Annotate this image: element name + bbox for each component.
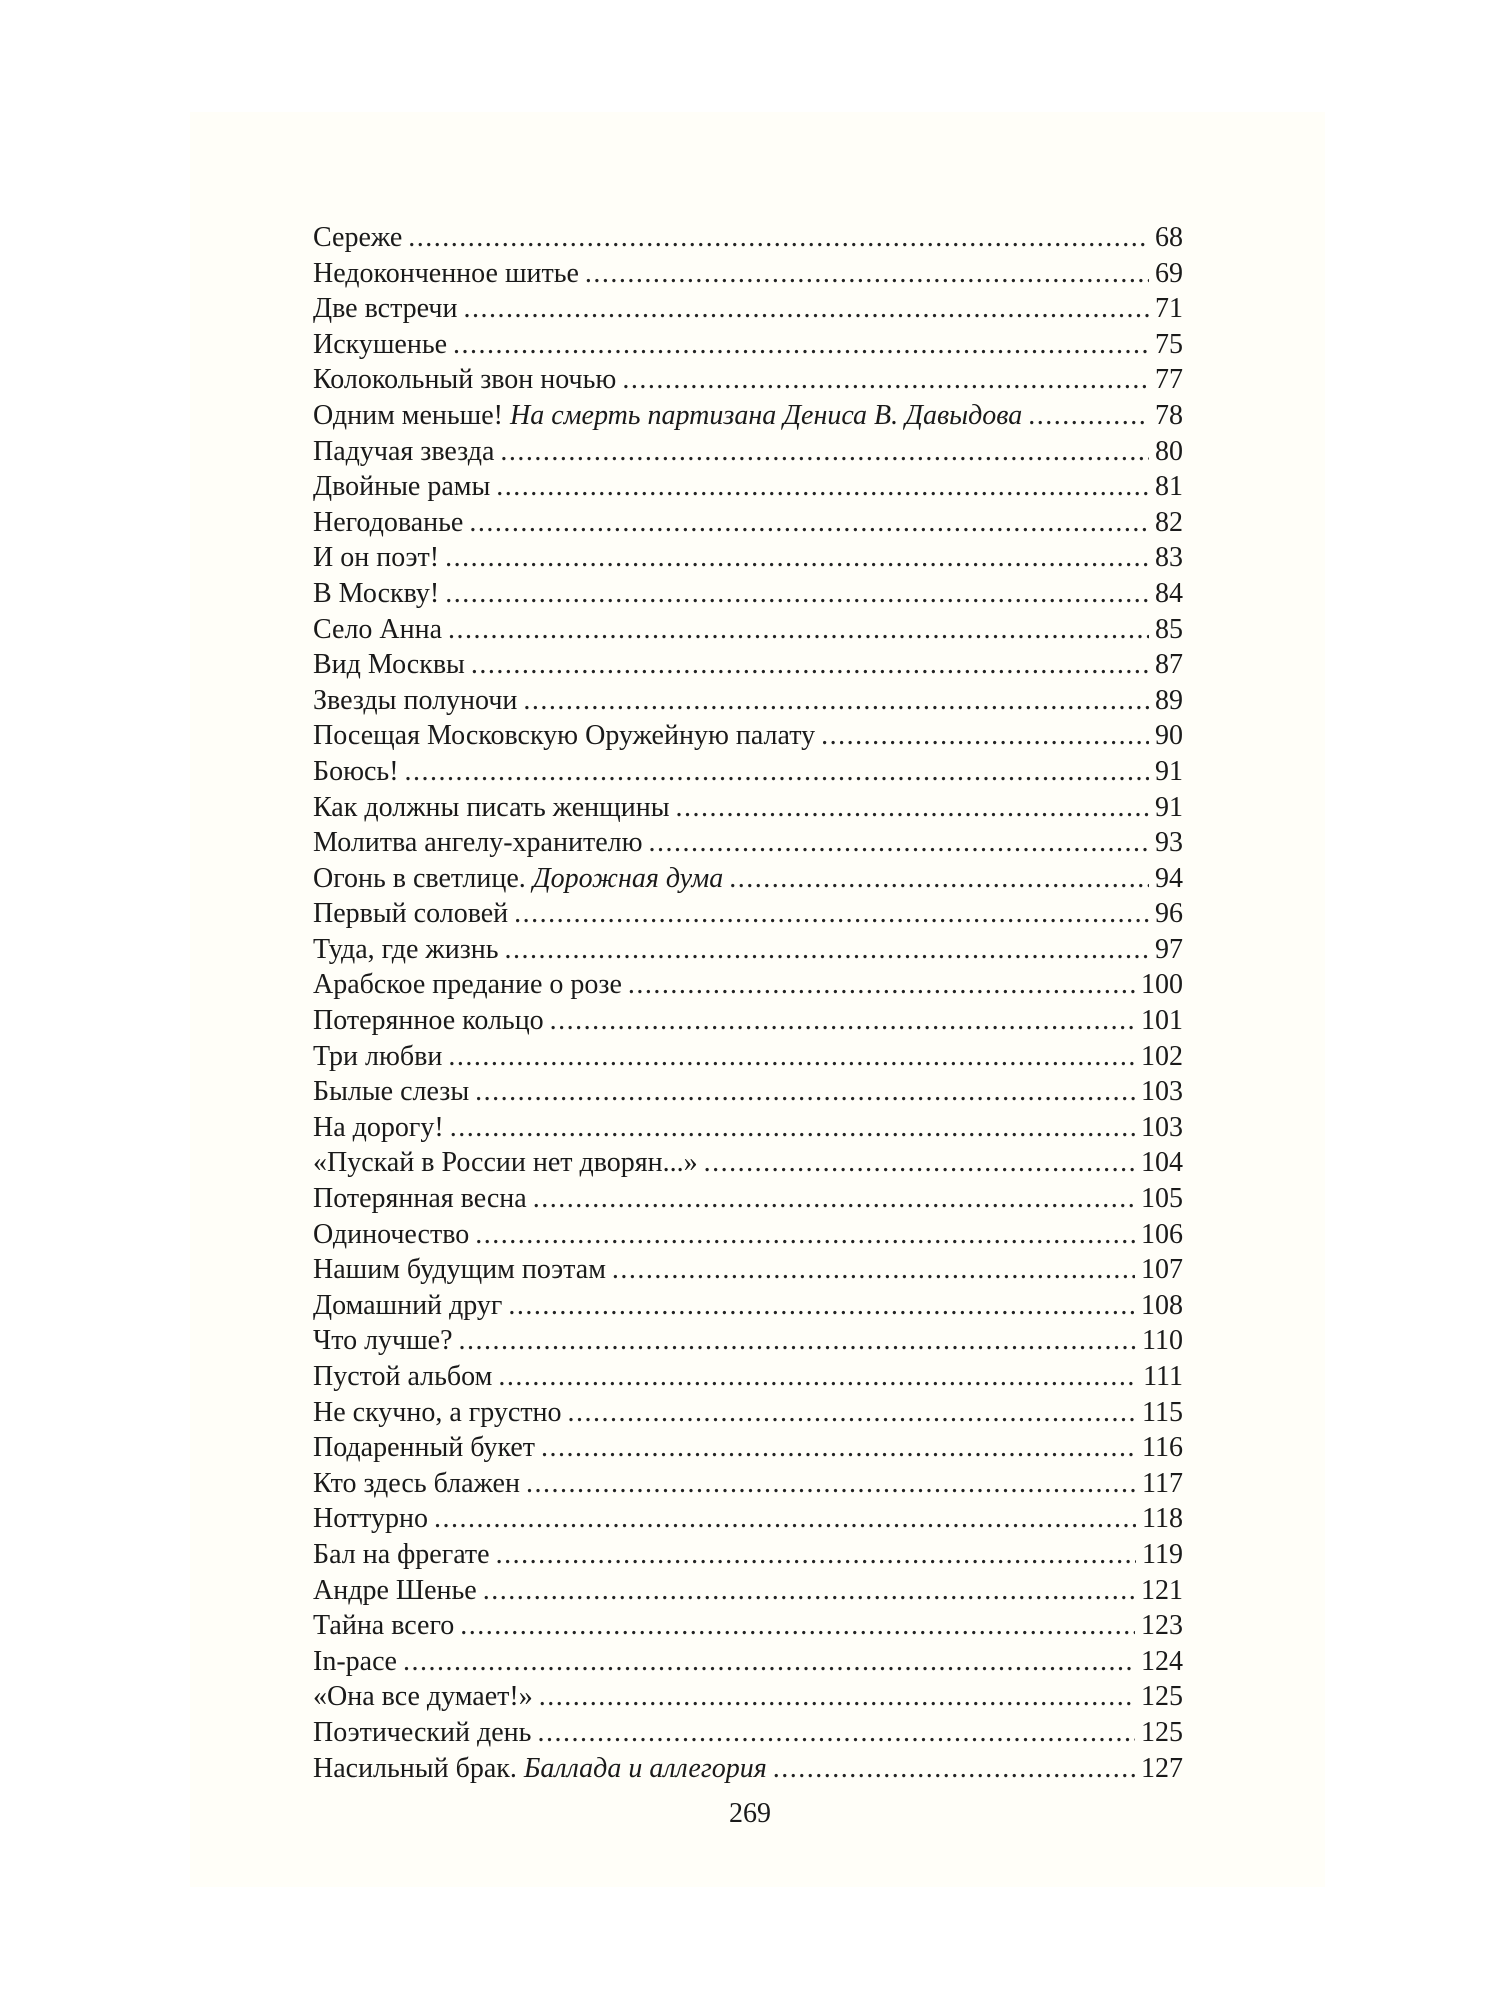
toc-entry-title-text: Одним меньше! [313, 399, 503, 431]
dot-leader [568, 1395, 1136, 1431]
toc-entry-page: 111 [1143, 1361, 1183, 1392]
toc-entry [313, 1573, 1183, 1609]
toc-entry [313, 398, 1183, 434]
toc-entry-title [313, 434, 500, 470]
toc-entry [313, 1145, 1183, 1181]
toc-entry-title-text: «Она все думает!» [313, 1681, 533, 1713]
toc-entry-title [313, 825, 649, 861]
toc-entry-title-text: Что лучше? [313, 1325, 453, 1357]
dot-leader [773, 1751, 1135, 1787]
toc-entry-page: 103 [1141, 1076, 1183, 1108]
dot-leader [475, 1074, 1135, 1110]
dot-leader [585, 256, 1149, 292]
toc-entry-title-text: Туда, где жизнь [313, 933, 499, 965]
toc-entry-title [313, 683, 523, 719]
toc-entry-title-text: Потерянное кольцо [313, 1005, 544, 1037]
dot-leader [403, 1644, 1135, 1680]
toc-entry-page: 108 [1141, 1289, 1183, 1321]
toc-entry-title [313, 327, 453, 363]
dot-leader [498, 1359, 1137, 1395]
toc-entry-title-text: Поэтический день [313, 1716, 532, 1748]
toc-entry [313, 896, 1183, 932]
toc-entry-subtitle: На смерть партизана Дениса В. Давыдова [510, 399, 1023, 431]
toc-entry-page: 127 [1141, 1752, 1183, 1784]
toc-entry-title-text: Посещая Московскую Оружейную палату [313, 720, 816, 752]
dot-leader [448, 1039, 1135, 1075]
toc-entry [313, 291, 1183, 327]
toc-entry [313, 1679, 1183, 1715]
toc-entry [313, 861, 1183, 897]
toc-entry [313, 1074, 1183, 1110]
toc-entry-title [313, 861, 729, 897]
toc-entry-page: 89 [1155, 684, 1183, 716]
toc-entry-title-text: Две встречи [313, 293, 458, 325]
dot-leader [460, 1608, 1135, 1644]
toc-entry-title [313, 1217, 475, 1253]
toc-entry [313, 469, 1183, 505]
toc-entry-title [313, 1181, 533, 1217]
toc-entry-title [313, 1679, 539, 1715]
toc-entry-page: 78 [1155, 399, 1183, 431]
toc-entry-page: 96 [1155, 898, 1183, 930]
toc-entry-page: 68 [1155, 222, 1183, 253]
toc-entry-title-text: Звезды полуночи [313, 684, 518, 716]
toc-entry-title [313, 1751, 773, 1787]
toc-entry-title-text: Андре Шенье [313, 1574, 477, 1606]
dot-leader [469, 505, 1149, 541]
dot-leader [496, 1537, 1136, 1573]
toc-entry [313, 1644, 1183, 1680]
toc-entry [313, 1217, 1183, 1253]
toc-entry [313, 540, 1183, 576]
toc-entry-page: 116 [1142, 1432, 1183, 1464]
toc-entry [313, 967, 1183, 1003]
toc-entry [313, 825, 1183, 861]
toc-entry [313, 932, 1183, 968]
toc-entry-page: 121 [1141, 1574, 1183, 1606]
toc-entry [313, 1323, 1183, 1359]
dot-leader [612, 1252, 1135, 1288]
toc-entry-title [313, 256, 585, 292]
toc-entry-title [313, 1252, 612, 1288]
toc-entry [313, 434, 1183, 470]
toc-entry-page: 75 [1155, 328, 1183, 360]
toc-entry-page: 117 [1142, 1467, 1183, 1499]
dot-leader [405, 754, 1149, 790]
toc-entry-page: 102 [1141, 1040, 1183, 1072]
toc-entry-title-text: Не скучно, а грустно [313, 1396, 562, 1428]
toc-entry-title-text: И он поэт! [313, 542, 440, 574]
toc-entry-title [313, 1644, 403, 1680]
toc-entry [313, 1039, 1183, 1075]
toc-entry [313, 1466, 1183, 1502]
toc-entry-page: 125 [1141, 1681, 1183, 1713]
toc-entry-title [313, 1323, 459, 1359]
toc-entry-title-text: Огонь в светлице. [313, 862, 526, 894]
toc-entry [313, 327, 1183, 363]
toc-entry-title [313, 896, 514, 932]
toc-entry-title-text: Недоконченное шитье [313, 257, 579, 289]
toc-entry-title-text: На дорогу! [313, 1111, 444, 1143]
toc-entry [313, 505, 1183, 541]
toc-entry-page: 94 [1155, 862, 1183, 894]
toc-entry-page: 83 [1155, 542, 1183, 574]
toc-entry-page: 91 [1155, 755, 1183, 787]
toc-entry-title [313, 1501, 434, 1537]
toc-entry-page: 69 [1155, 257, 1183, 289]
toc-entry-page: 97 [1155, 933, 1183, 965]
toc-entry-page: 115 [1142, 1396, 1183, 1428]
toc-entry-page: 81 [1155, 471, 1183, 503]
toc-entry-title [313, 1466, 526, 1502]
toc-entry-page: 85 [1155, 613, 1183, 645]
toc-entry-title [313, 398, 1028, 434]
toc-entry-title [313, 1715, 537, 1751]
toc-entry-page: 119 [1142, 1538, 1183, 1570]
toc-entry-title [313, 1003, 550, 1039]
toc-entry-title [313, 1074, 475, 1110]
toc-entry [313, 1608, 1183, 1644]
toc-entry-title-text: Колокольный звон ночью [313, 364, 617, 396]
toc-entry-page: 71 [1155, 293, 1183, 325]
toc-entry [313, 718, 1183, 754]
toc-entry-title [313, 1145, 704, 1181]
toc-entry-title-text: Вид Москвы [313, 649, 465, 681]
dot-leader [729, 861, 1149, 897]
toc-entry-page: 125 [1141, 1716, 1183, 1748]
toc-entry [313, 1003, 1183, 1039]
toc-entry-page: 103 [1141, 1111, 1183, 1143]
dot-leader [483, 1573, 1135, 1609]
toc-entry-page: 106 [1141, 1218, 1183, 1250]
dot-leader [523, 683, 1149, 719]
toc-entry-page: 107 [1141, 1254, 1183, 1286]
dot-leader [453, 327, 1149, 363]
dot-leader [408, 220, 1149, 256]
toc-entry-title-text: В Москву! [313, 577, 440, 609]
toc-entry-page: 77 [1155, 364, 1183, 396]
toc-entry [313, 362, 1183, 398]
dot-leader [434, 1501, 1136, 1537]
toc-entry-title-text: Три любви [313, 1040, 443, 1072]
dot-leader [459, 1323, 1136, 1359]
dot-leader [649, 825, 1149, 861]
toc-entry [313, 1395, 1183, 1431]
dot-leader [622, 362, 1149, 398]
dot-leader [475, 1217, 1135, 1253]
toc-entry-title-text: Село Анна [313, 613, 443, 645]
toc-entry-title-text: Нашим будущим поэтам [313, 1254, 606, 1286]
toc-entry-page: 118 [1142, 1503, 1183, 1535]
toc-entry [313, 1110, 1183, 1146]
toc-entry-title [313, 220, 408, 256]
toc-entry [313, 1181, 1183, 1217]
toc-entry-title [313, 505, 469, 541]
toc-entry-title [313, 469, 496, 505]
dot-leader [533, 1181, 1135, 1217]
toc-entry-page: 91 [1155, 791, 1183, 823]
toc-entry [313, 647, 1183, 683]
dot-leader [500, 434, 1149, 470]
dot-leader [821, 718, 1149, 754]
toc-entry [313, 1501, 1183, 1537]
toc-entry [313, 1252, 1183, 1288]
toc-entry [313, 1288, 1183, 1324]
toc-entry-page: 80 [1155, 435, 1183, 467]
toc-entry-title-text: Насильный брак. [313, 1752, 517, 1784]
toc-entry-page: 87 [1155, 649, 1183, 681]
toc-entry [313, 1751, 1183, 1787]
toc-entry-title [313, 718, 821, 754]
toc-entry-title [313, 1110, 450, 1146]
toc-entry-title [313, 576, 445, 612]
toc-entry-title-text: Подаренный букет [313, 1432, 536, 1464]
toc-entry-page: 123 [1141, 1610, 1183, 1642]
toc-entry-title [313, 1359, 498, 1395]
toc-entry-title [313, 362, 622, 398]
toc-entry-title-text: Ноттурно [313, 1503, 428, 1535]
page-number: 269 [729, 1798, 771, 1829]
toc-entry-title-text: «Пускай в России нет дворян...» [313, 1147, 698, 1179]
dot-leader [448, 612, 1149, 648]
toc-entry-title [313, 1608, 460, 1644]
dot-leader [508, 1288, 1135, 1324]
toc-entry-page: 104 [1141, 1147, 1183, 1179]
dot-leader [463, 291, 1149, 327]
dot-leader [541, 1430, 1136, 1466]
dot-leader [450, 1110, 1135, 1146]
toc-entry-title [313, 1039, 448, 1075]
dot-leader [539, 1679, 1135, 1715]
toc-entry-subtitle: Дорожная дума [532, 862, 724, 894]
toc-entry-page: 90 [1155, 720, 1183, 752]
toc-entry-page: 101 [1141, 1005, 1183, 1037]
toc-entry-subtitle: Баллада и аллегория [523, 1752, 767, 1784]
dot-leader [496, 469, 1149, 505]
toc-entry-page: 82 [1155, 506, 1183, 538]
toc-entry-page: 105 [1141, 1183, 1183, 1215]
toc-entry-title-text: Потерянная весна [313, 1183, 527, 1215]
toc-entry-title-text: Одиночество [313, 1218, 470, 1250]
toc-entry-title [313, 790, 676, 826]
toc-entry-title-text: Первый соловей [313, 898, 509, 930]
toc-entry-title [313, 932, 505, 968]
toc-entry-title-text: Пустой альбом [313, 1361, 493, 1392]
toc-entry [313, 683, 1183, 719]
toc-entry-title [313, 754, 405, 790]
toc-entry-title [313, 1395, 568, 1431]
dot-leader [704, 1145, 1135, 1181]
toc-entry-title-text: Как должны писать женщины [313, 791, 670, 823]
toc-entry [313, 256, 1183, 292]
dot-leader [445, 576, 1149, 612]
toc-entry [313, 612, 1183, 648]
dot-leader [676, 790, 1149, 826]
toc-entry [313, 1430, 1183, 1466]
dot-leader [1028, 398, 1149, 434]
toc-entry-title-text: Падучая звезда [313, 435, 495, 467]
dot-leader [471, 647, 1149, 683]
toc-entry-title-text: Кто здесь блажен [313, 1467, 520, 1499]
toc-entry-title-text: Молитва ангелу-хранителю [313, 827, 643, 859]
dot-leader [505, 932, 1149, 968]
dot-leader [526, 1466, 1136, 1502]
toc-entry [313, 576, 1183, 612]
dot-leader [628, 967, 1135, 1003]
toc-entry-title [313, 291, 463, 327]
toc-entry-title-text: Былые слезы [313, 1076, 470, 1108]
toc-entry [313, 1359, 1183, 1395]
table-of-contents [313, 220, 1183, 1786]
toc-entry-title-text: Тайна всего [313, 1610, 455, 1642]
toc-entry-title [313, 1537, 496, 1573]
toc-entry-title-text: Бал на фрегате [313, 1538, 490, 1570]
toc-entry-title [313, 1573, 483, 1609]
toc-entry-page: 124 [1141, 1645, 1183, 1677]
toc-entry [313, 754, 1183, 790]
toc-entry-title [313, 1430, 541, 1466]
toc-entry-title-text: Боюсь! [313, 755, 399, 787]
dot-leader [537, 1715, 1135, 1751]
toc-entry-title [313, 647, 471, 683]
toc-entry-title-text: Домашний друг [313, 1289, 503, 1321]
toc-entry-page: 84 [1155, 577, 1183, 609]
toc-entry-title-text: Двойные рамы [313, 471, 491, 503]
toc-entry-title-text: Негодованье [313, 506, 464, 538]
toc-entry-title-text: Арабское предание о розе [313, 969, 622, 1001]
toc-entry [313, 1715, 1183, 1751]
toc-entry [313, 790, 1183, 826]
toc-entry [313, 220, 1183, 256]
toc-entry-title [313, 1288, 508, 1324]
dot-leader [445, 540, 1149, 576]
dot-leader [514, 896, 1149, 932]
toc-entry-page: 110 [1142, 1325, 1183, 1357]
toc-entry-title-text: Сереже [313, 222, 403, 253]
toc-entry-page: 93 [1155, 827, 1183, 859]
toc-entry [313, 1537, 1183, 1573]
toc-entry-page: 100 [1141, 969, 1183, 1001]
toc-entry-title [313, 540, 445, 576]
toc-entry-title [313, 612, 448, 648]
toc-entry-title [313, 967, 628, 1003]
dot-leader [550, 1003, 1135, 1039]
toc-entry-title-text: In-pace [313, 1645, 397, 1677]
toc-entry-title-text: Искушенье [313, 328, 448, 360]
